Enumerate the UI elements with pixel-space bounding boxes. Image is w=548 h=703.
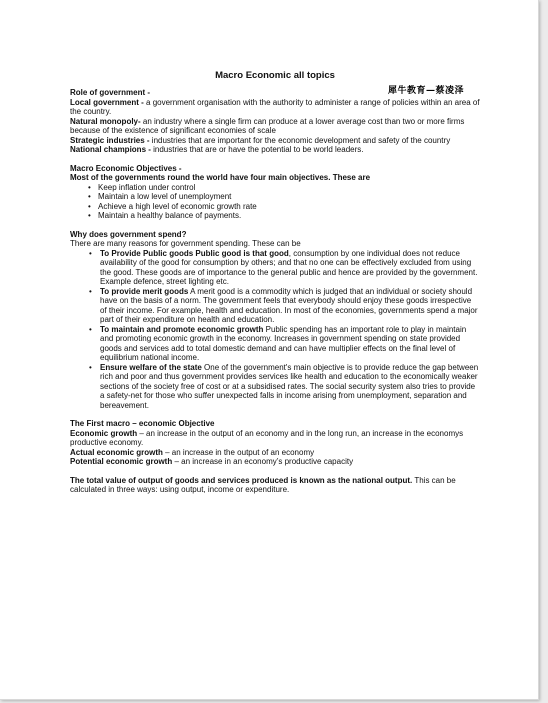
objectives-subheading: Most of the governments round the world have four main objectives. These are	[70, 173, 371, 182]
role-item-national-champions	[70, 145, 480, 155]
term-label: Natural monopoly-	[70, 116, 141, 126]
first-item-actual-growth	[70, 448, 480, 458]
item-lead: Ensure welfare of the state	[100, 362, 202, 372]
list-item: • Achieve a high level of economic growth rate	[70, 202, 480, 212]
first-item-economic-growth	[70, 429, 480, 448]
first-item-potential-growth	[70, 457, 480, 467]
role-item-local-government	[70, 98, 480, 117]
spend-heading: Why does government spend?	[70, 229, 187, 239]
spend-list	[70, 249, 480, 411]
term-definition: an industry where a single firm can produce at a lower average cost than two or more firms because of the existence of significant economies of scale	[70, 116, 465, 135]
term-definition: – an increase in the output of an economy	[162, 447, 315, 457]
term-label: National champions -	[70, 145, 151, 154]
national-output-text: This can be calculated in three ways: using output, income or expenditure.	[70, 475, 456, 494]
list-item	[70, 287, 480, 325]
role-item-strategic-industries	[70, 136, 480, 146]
spend-intro: There are many reasons for government spending. These can be	[70, 239, 301, 248]
item-lead: To Provide Public goods Public good is that good	[100, 248, 289, 258]
list-item	[70, 249, 480, 287]
item-text: One of the government's main objective is to provide reduce the gap between rich and poor and thus government provides services like health and education to the economically weaker sections of the society free of cost or at a subsidised rates. The social security system also tries to provide a safety-net for those who suffer unexpected falls in income arising from unemployment, separation and bereavement.	[100, 362, 479, 410]
list-item: • Maintain a low level of unemployment	[70, 192, 480, 202]
term-label: Economic growth	[70, 428, 138, 438]
item-lead: To maintain and promote economic growth	[100, 324, 264, 334]
first-objective-heading: The First macro – economic Objective	[70, 419, 215, 428]
term-definition: industries that are important for the economic development and safety of the country	[149, 135, 451, 145]
item-lead: To provide merit goods	[100, 286, 189, 296]
term-definition: industries that are or have the potential to be world leaders.	[150, 145, 364, 154]
role-item-natural-monopoly	[70, 117, 480, 136]
list-item: • Keep inflation under control	[70, 183, 480, 193]
role-heading: Role of government -	[70, 88, 151, 97]
term-label: Actual economic growth	[70, 447, 163, 457]
term-definition: a government organisation with the authority to administer a range of policies within an area of the country.	[70, 97, 480, 116]
objectives-heading: Macro Economic Objectives -	[70, 163, 182, 173]
watermark-text: 犀牛教育—蔡凌泽	[388, 86, 465, 96]
item-text: A merit good is a commodity which is judged that an individual or society should have on the basis of a norm. The government feels that everybody should enjoy these goods irrespective of their income. For example, health and education. In most of the economies, governments spend a major part of their expenditure on health and education.	[100, 286, 478, 324]
list-item: • Maintain a healthy balance of payments.	[70, 211, 480, 221]
term-definition: – an increase in the output of an economy and in the long run, an increase in the economys productive economy.	[70, 428, 464, 447]
term-label: Potential economic growth	[70, 457, 173, 466]
list-item	[70, 363, 480, 411]
national-output-paragraph	[70, 476, 480, 495]
item-text: Public spending has an important role to play in maintain and promoting economic growth in the economy. Increases in government spending on state provided goods and services add to total domestic demand and can have multiplier effects on the final level of equilibrium national income.	[100, 324, 467, 362]
item-text: , consumption by one individual does not reduce availability of the good for consumption by others; and that no one can be effectively excluded from using the good. These goods are of importance to the general public and hence are provided by the government. Example defence, street lighting etc.	[100, 248, 478, 286]
objectives-list	[70, 183, 480, 221]
term-label: Strategic industries -	[70, 135, 150, 145]
document-content	[70, 70, 480, 495]
term-label: Local government -	[70, 97, 144, 107]
list-item	[70, 325, 480, 363]
page-title: Macro Economic all topics	[215, 70, 335, 81]
term-definition: – an increase in an economy’s productive capacity	[172, 457, 354, 466]
national-output-bold: The total value of output of goods and services produced is known as the national output.	[70, 475, 413, 485]
